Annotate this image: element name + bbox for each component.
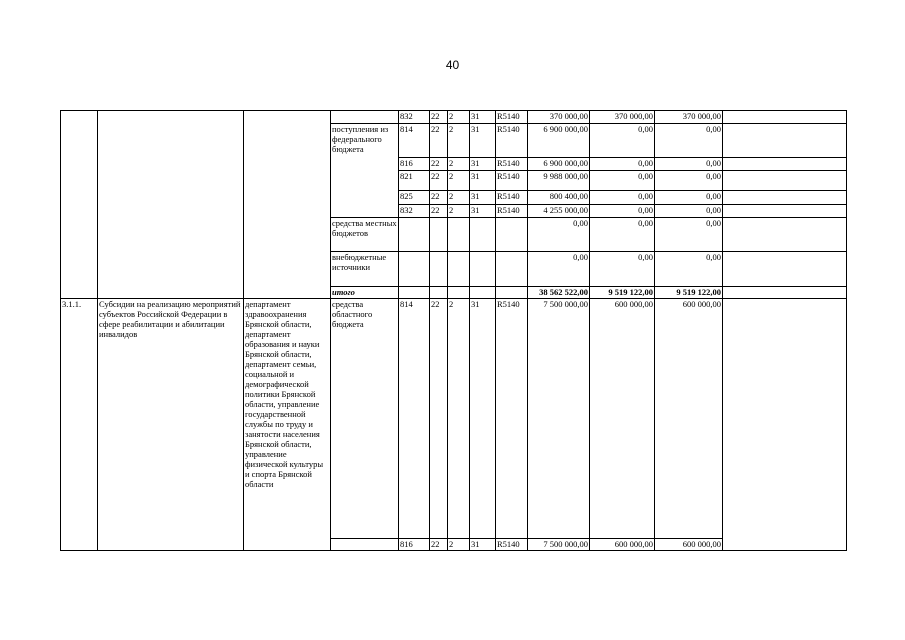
cell-rz — [430, 218, 448, 252]
cell-grbs: 816 — [399, 539, 430, 551]
cell-executor-empty — [244, 111, 331, 299]
item-source: средства областного бюджета — [331, 299, 399, 539]
cell-grbs — [399, 252, 430, 287]
cell-empty — [723, 124, 847, 158]
table-row — [61, 111, 847, 124]
cell-vr: R5140 — [496, 191, 528, 205]
cell-cs: 31 — [470, 205, 496, 218]
cell-pr — [448, 287, 470, 299]
cell-pr — [448, 252, 470, 287]
cell-empty — [723, 205, 847, 218]
cell-year2: 600 000,00 — [590, 539, 655, 551]
cell-vr — [496, 218, 528, 252]
cell-source: поступления из федерального бюджета — [331, 124, 399, 218]
cell-cs — [470, 287, 496, 299]
cell-vr: R5140 — [496, 171, 528, 191]
cell-source-empty — [331, 539, 399, 551]
cell-rz: 22 — [430, 158, 448, 171]
cell-year1: 6 900 000,00 — [528, 124, 590, 158]
cell-pr: 2 — [448, 299, 470, 539]
cell-vr: R5140 — [496, 111, 528, 124]
cell-year2: 600 000,00 — [590, 299, 655, 539]
cell-year1: 800 400,00 — [528, 191, 590, 205]
cell-cs — [470, 218, 496, 252]
cell-year1: 370 000,00 — [528, 111, 590, 124]
cell-cs: 31 — [470, 111, 496, 124]
cell-rz: 22 — [430, 205, 448, 218]
cell-grbs: 816 — [399, 158, 430, 171]
cell-empty — [723, 158, 847, 171]
table-row-item — [61, 299, 847, 539]
cell-cs: 31 — [470, 124, 496, 158]
cell-vr: R5140 — [496, 205, 528, 218]
cell-cs: 31 — [470, 299, 496, 539]
cell-year2: 0,00 — [590, 158, 655, 171]
cell-cs: 31 — [470, 158, 496, 171]
cell-empty — [723, 252, 847, 287]
cell-cs: 31 — [470, 171, 496, 191]
cell-rz: 22 — [430, 299, 448, 539]
cell-rz — [430, 287, 448, 299]
cell-rz: 22 — [430, 111, 448, 124]
cell-grbs — [399, 287, 430, 299]
cell-empty — [723, 218, 847, 252]
budget-table — [60, 110, 847, 551]
cell-year2: 0,00 — [590, 252, 655, 287]
cell-source — [331, 111, 399, 124]
cell-vr: R5140 — [496, 299, 528, 539]
cell-grbs: 825 — [399, 191, 430, 205]
cell-year1: 0,00 — [528, 218, 590, 252]
item-executor: департамент здравоохранения Брянской области, департамент образования и науки Брянской области, департамент семьи, социальной и демографической политики Брянской области, управление государственной службы по труду и занятости населения Брянской области, управление физической культуры и спорта Брянской области — [244, 299, 331, 551]
cell-vr: R5140 — [496, 124, 528, 158]
cell-pr: 2 — [448, 539, 470, 551]
cell-year3: 0,00 — [655, 252, 723, 287]
cell-year3-total: 9 519 122,00 — [655, 287, 723, 299]
cell-name-empty — [98, 111, 244, 299]
cell-year1: 7 500 000,00 — [528, 299, 590, 539]
cell-pr: 2 — [448, 124, 470, 158]
cell-grbs: 814 — [399, 124, 430, 158]
cell-year3: 0,00 — [655, 205, 723, 218]
cell-year3: 0,00 — [655, 171, 723, 191]
item-number: 3.1.1. — [61, 299, 98, 551]
cell-rz: 22 — [430, 124, 448, 158]
cell-year1: 0,00 — [528, 252, 590, 287]
cell-grbs: 832 — [399, 111, 430, 124]
page-number: 40 — [445, 58, 460, 72]
cell-cs — [470, 252, 496, 287]
cell-year2-total: 9 519 122,00 — [590, 287, 655, 299]
cell-vr — [496, 252, 528, 287]
cell-year3: 600 000,00 — [655, 539, 723, 551]
cell-year2: 0,00 — [590, 191, 655, 205]
cell-rz: 22 — [430, 171, 448, 191]
cell-year2: 0,00 — [590, 218, 655, 252]
cell-grbs — [399, 218, 430, 252]
cell-empty — [723, 191, 847, 205]
cell-cs: 31 — [470, 539, 496, 551]
cell-year3: 0,00 — [655, 191, 723, 205]
cell-year1: 6 900 000,00 — [528, 158, 590, 171]
cell-rz: 22 — [430, 539, 448, 551]
cell-pr: 2 — [448, 111, 470, 124]
cell-empty — [723, 287, 847, 299]
cell-vr: R5140 — [496, 158, 528, 171]
cell-year2: 0,00 — [590, 124, 655, 158]
cell-empty — [723, 111, 847, 124]
cell-year3: 0,00 — [655, 218, 723, 252]
item-name: Субсидии на реализацию мероприятий субъектов Российской Федерации в сфере реабилитации и абилитации инвалидов — [98, 299, 244, 551]
cell-grbs: 814 — [399, 299, 430, 539]
cell-year2: 370 000,00 — [590, 111, 655, 124]
cell-vr: R5140 — [496, 539, 528, 551]
cell-year2: 0,00 — [590, 171, 655, 191]
cell-year3: 600 000,00 — [655, 299, 723, 539]
cell-year2: 0,00 — [590, 205, 655, 218]
cell-source-total: итого — [331, 287, 399, 299]
cell-year3: 0,00 — [655, 124, 723, 158]
cell-year1: 9 988 000,00 — [528, 171, 590, 191]
cell-pr: 2 — [448, 191, 470, 205]
cell-year1: 4 255 000,00 — [528, 205, 590, 218]
cell-year3: 370 000,00 — [655, 111, 723, 124]
cell-year3: 0,00 — [655, 158, 723, 171]
cell-source: средства местных бюджетов — [331, 218, 399, 252]
cell-number-empty — [61, 111, 98, 299]
cell-pr: 2 — [448, 158, 470, 171]
cell-grbs: 821 — [399, 171, 430, 191]
cell-grbs: 832 — [399, 205, 430, 218]
cell-pr: 2 — [448, 171, 470, 191]
cell-pr — [448, 218, 470, 252]
cell-vr — [496, 287, 528, 299]
cell-empty — [723, 299, 847, 551]
cell-rz — [430, 252, 448, 287]
cell-year1-total: 38 562 522,00 — [528, 287, 590, 299]
cell-rz: 22 — [430, 191, 448, 205]
cell-empty — [723, 171, 847, 191]
cell-year1: 7 500 000,00 — [528, 539, 590, 551]
cell-cs: 31 — [470, 191, 496, 205]
cell-pr: 2 — [448, 205, 470, 218]
cell-source: внебюджетные источники — [331, 252, 399, 287]
